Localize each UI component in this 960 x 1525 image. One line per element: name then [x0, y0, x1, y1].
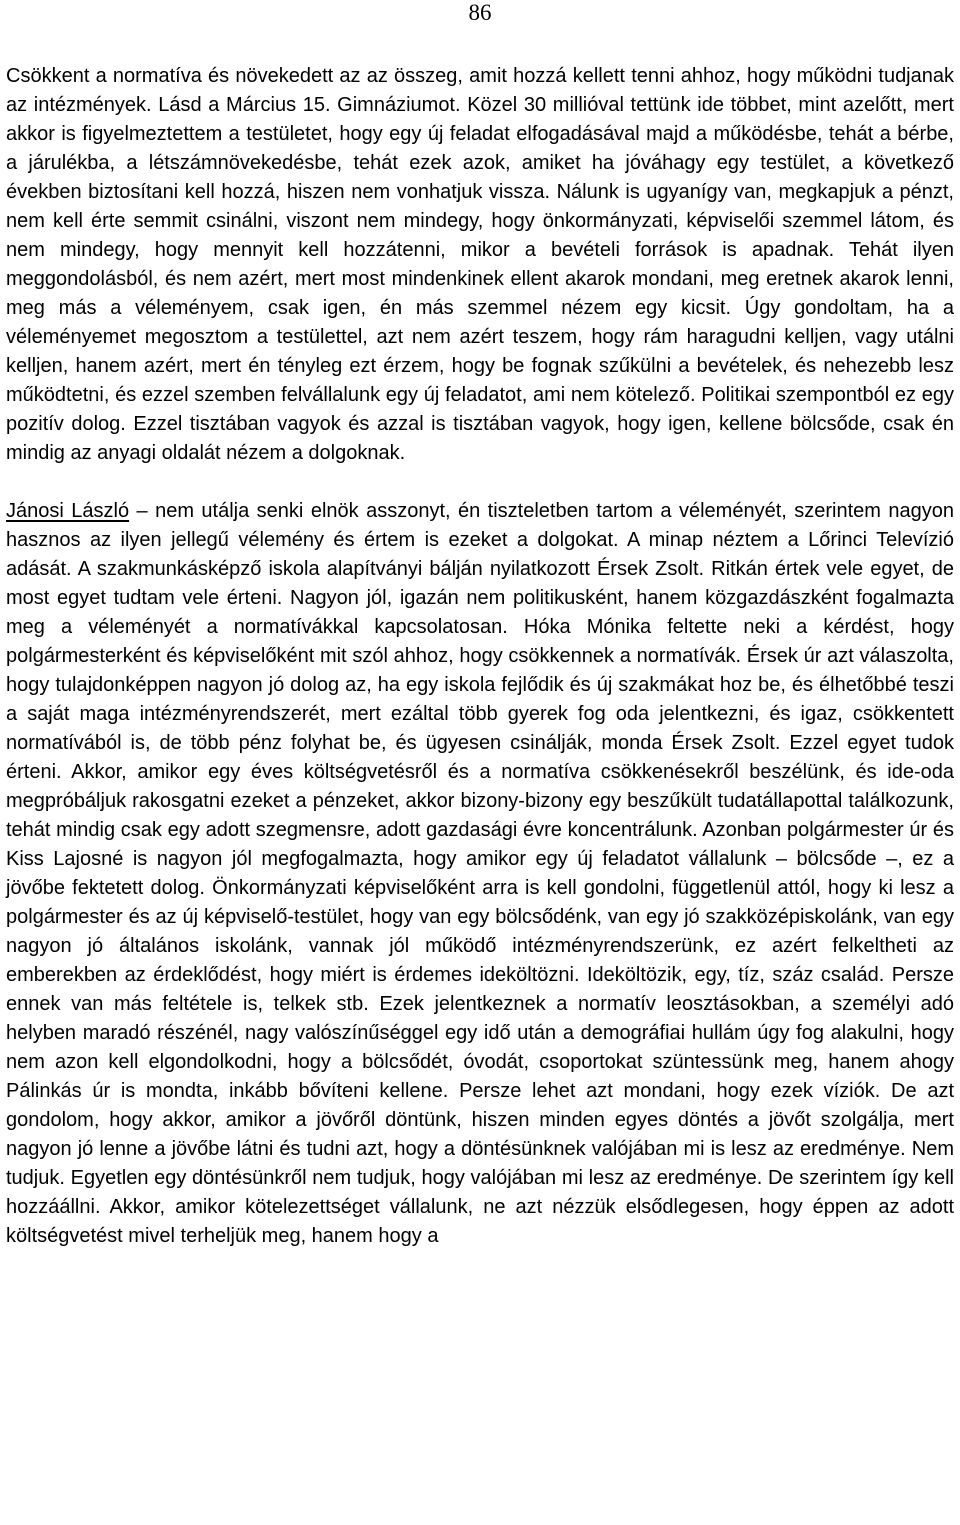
paragraph: [6, 497, 954, 1251]
document-body: [6, 62, 954, 1251]
speaker-name: Jánosi László: [6, 500, 130, 522]
page-number: 86: [468, 0, 492, 25]
paragraph: Csökkent a normatíva és növekedett az az összeg, amit hozzá kellett tenni ahhoz, hogy működni tudjanak az intézmények. Lásd a Március 15. Gimnáziumot. Közel 30 millióval tettünk ide többet, mint azelőtt, mert akkor is figyelmeztettem a testületet, hogy egy új feladat elfogadásával majd a működésbe, tehát a bérbe, a járulékba, a létszámnövekedésbe, tehát ezek azok, amiket ha jóváhagy egy testület, a következő években biztosítani kell hozzá, hiszen nem vonhatjuk vissza. Nálunk is ugyanígy van, megkapjuk a pénzt, nem kell érte semmit csinálni, viszont nem mindegy, hogy önkormányzati, képviselői szemmel látom, és nem mindegy, hogy mennyit kell hozzátenni, mikor a bevételi források is apadnak. Tehát ilyen meggondolásból, és nem azért, mert most mindenkinek ellent akarok mondani, meg eretnek akarok lenni, meg más a véleményem, csak igen, én más szemmel nézem egy kicsit. Úgy gondoltam, ha a véleményemet megosztom a testülettel, azt nem azért teszem, hogy rám haragudni kelljen, vagy utálni kelljen, hanem azért, mert én tényleg ezt érzem, hogy be fognak szűkülni a bevételek, és nehezebb lesz működtetni, és ezzel szemben felvállalunk egy új feladatot, ami nem kötelező. Politikai szempontból ez egy pozitív dolog. Ezzel tisztában vagyok és azzal is tisztában vagyok, hogy igen, kellene bölcsőde, csak én mindig az anyagi oldalát nézem a dolgoknak.: [6, 65, 954, 464]
paragraph-text: – nem utálja senki elnök asszonyt, én tiszteletben tartom a véleményét, szerintem nagyon hasznos az ilyen jellegű vélemény és értem is ezeket a dolgokat. A minap néztem a Lőrinci Televízió adását. A szakmunkásképző iskola alapítványi bálján nyilatkozott Érsek Zsolt. Ritkán értek vele egyet, de most egyet tudtam vele érteni. Nagyon jól, igazán nem politikusként, hanem közgazdászként fogalmazta meg a véleményét a normatívákkal kapcsolatosan. Hóka Mónika feltette neki a kérdést, hogy polgármesterként és képviselőként mit szól ahhoz, hogy csökkennek a normatívák. Érsek úr azt válaszolta, hogy tulajdonképpen nagyon jó dolog az, ha egy iskola fejlődik és új szakmákat hoz be, és élhetőbbé teszi a saját maga intézményrendszerét, mert ezáltal több gyerek fog oda jelentkezni, és igaz, csökkentett normatívából is, de több pénz folyhat be, és ügyesen csinálják, monda Érsek Zsolt. Ezzel egyet tudok érteni. Akkor, amikor egy éves költségvetésről és a normatíva csökkenésekről beszélünk, és ide-oda megpróbáljuk rakosgatni ezeket a pénzeket, akkor bizony-bizony egy beszűkült tudatállapottal találkozunk, tehát mindig csak egy adott szegmensre, adott gazdasági évre koncentrálunk. Azonban polgármester úr és Kiss Lajosné is nagyon jól megfogalmazta, hogy amikor egy új feladatot vállalunk – bölcsőde –, ez a jövőbe fektetett dolog. Önkormányzati képviselőként arra is kell gondolni, függetlenül attól, hogy ki lesz a polgármester és az új képviselő-testület, hogy van egy bölcsődénk, van egy jó szakközépiskolánk, van egy nagyon jó általános iskolánk, vannak jól működő intézményrendszerünk, ez azért felkeltheti az emberekben az érdeklődést, hogy miért is érdemes ideköltözni. Ideköltözik, egy, tíz, száz család. Persze ennek van más feltétele is, telkek stb. Ezek jelentkeznek a normatív leosztásokban, a személyi adó helyben maradó részénél, nagy valószínűséggel egy idő után a demográfiai hullám úgy fog alakulni, hogy nem azon kell elgondolkodni, hogy a bölcsődét, óvodát, csoportokat szüntessünk meg, hanem ahogy Pálinkás úr is mondta, inkább bővíteni kellene. Persze lehet azt mondani, hogy ezek víziók. De azt gondolom, hogy akkor, amikor a jövőről döntünk, hiszen minden egyes döntés a jövőt szolgálja, mert nagyon jó lenne a jövőbe látni és tudni azt, hogy a döntésünknek valójában mi is lesz az eredménye. Nem tudjuk. Egyetlen egy döntésünkről nem tudjuk, hogy valójában mi lesz az eredménye. De szerintem így kell hozzáállni. Akkor, amikor kötelezettséget vállalunk, ne azt nézzük elsődlegesen, hogy éppen az adott költségvetést mivel terheljük meg, hanem hogy a: [6, 500, 955, 1247]
